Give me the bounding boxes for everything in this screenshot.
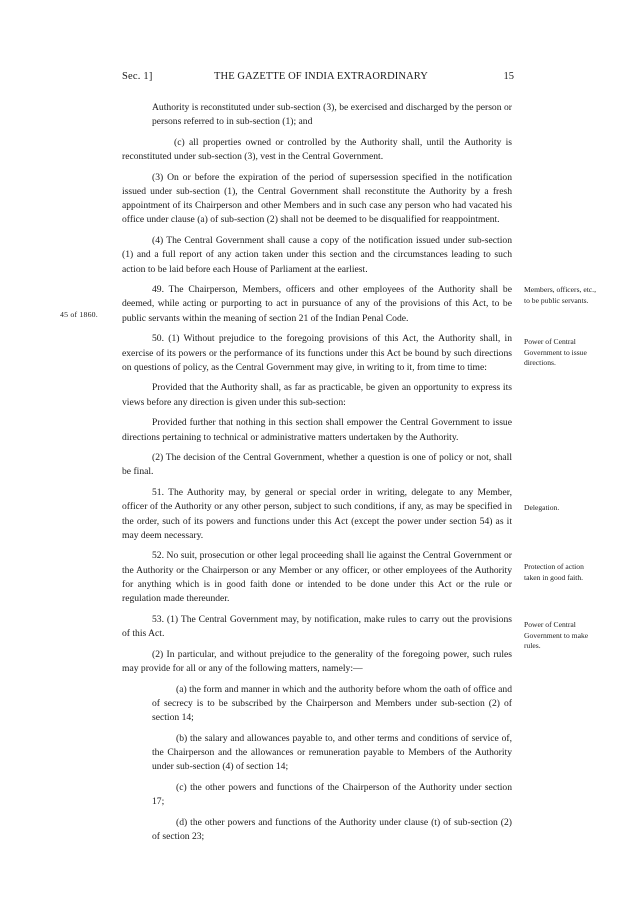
paragraph: (2) In particular, and without prejudice to the generality of the foregoing power, such rules may provide for all or any of the following matters, namely:— xyxy=(122,648,512,674)
paragraph: (c) all properties owned or controlled by the Authority shall, until the Authority is reconstituted under sub-section (3), vest in the Central Government. xyxy=(122,136,512,163)
paragraph: (3) On or before the expiration of the period of supersession specified in the notification issued under sub-section (1), the Central Government shall reconstitute the Authority by a fresh appointment of its Chairperson and other Members and in such case any person who had vacated his office under clause (a) of sub-section (2) shall not be deemed to be disqualified for reappointment. xyxy=(122,171,512,226)
margin-note-good-faith: Protection of action taken in good faith. xyxy=(524,562,584,582)
document-body xyxy=(122,101,512,851)
margin-note-public-servants: Members, officers, etc., to be public servants. xyxy=(524,285,596,305)
margin-note-rules: Power of Central Government to make rules. xyxy=(524,620,589,651)
section-49: 49. The Chairperson, Members, officers and other employees of the Authority shall be deemed, while acting or purporting to act in pursuance of any of the provisions of this Act, to be public servants within the meaning of section 21 of the Indian Penal Code. xyxy=(122,284,512,324)
margin-note-delegation: Delegation. xyxy=(524,503,560,512)
section-52: 52. No suit, prosecution or other legal proceeding shall lie against the Central Government or the Authority or the Chairperson or any Member or any officer, or other employees of the Authority for anything which is in good faith done or intended to be done under this Act or the rule or regulation made thereunder. xyxy=(122,550,512,605)
paragraph: Provided further that nothing in this section shall empower the Central Government to issue directions pertaining to technical or administrative matters undertaken by the Authority. xyxy=(122,417,512,443)
header-section: Sec. 1] xyxy=(122,71,153,82)
clause: (b) the salary and allowances payable to, and other terms and conditions of service of, the Chairperson and the allowances or remuneration payable to Members of the Authority under sub-section (4) of section 14; xyxy=(152,732,512,773)
paragraph: Authority is reconstituted under sub-section (3), be exercised and discharged by the person or persons referred to in sub-section (1); and xyxy=(152,102,512,128)
section-53: 53. (1) The Central Government may, by notification, make rules to carry out the provisions of this Act. xyxy=(122,613,512,639)
paragraph: (2) The decision of the Central Government, whether a question is one of policy or not, shall be final. xyxy=(122,452,512,478)
left-margin-note: 45 of 1860. xyxy=(60,310,98,319)
paragraph: Provided that the Authority shall, as far as practicable, be given an opportunity to express its views before any direction is given under this sub-section: xyxy=(122,382,512,408)
paragraph: (4) The Central Government shall cause a copy of the notification issued under sub-section (1) and a full report of any action taken under this section and the circumstances leading to such action to be laid before each House of Parliament at the earliest. xyxy=(122,235,512,275)
page-number: 15 xyxy=(503,71,514,82)
clause: (d) the other powers and functions of the Authority under clause (t) of sub-section (2) of section 23; xyxy=(152,816,512,842)
section-51: 51. The Authority may, by general or special order in writing, delegate to any Member, officer of the Authority or any other person, subject to such conditions, if any, as may be specified in the order, such of its powers and functions under this Act (except the power under section 54) as it may deem necessary. xyxy=(122,487,512,541)
margin-note-directions: Power of Central Government to issue directions. xyxy=(524,337,587,368)
clause: (a) the form and manner in which and the authority before whom the oath of office and of secrecy is to be subscribed by the Chairperson and Members under sub-section (2) of section 14; xyxy=(152,683,512,724)
section-50: 50. (1) Without prejudice to the foregoing provisions of this Act, the Authority shall, in exercise of its powers or the performance of its functions under this Act be bound by such directions on questions of policy, as the Central Government may give, in writing to it, from time to time: xyxy=(122,333,512,373)
header-title: THE GAZETTE OF INDIA EXTRAORDINARY xyxy=(214,71,428,82)
clause: (c) the other powers and functions of the Chairperson of the Authority under section 17; xyxy=(152,781,512,808)
page-header xyxy=(122,71,514,85)
